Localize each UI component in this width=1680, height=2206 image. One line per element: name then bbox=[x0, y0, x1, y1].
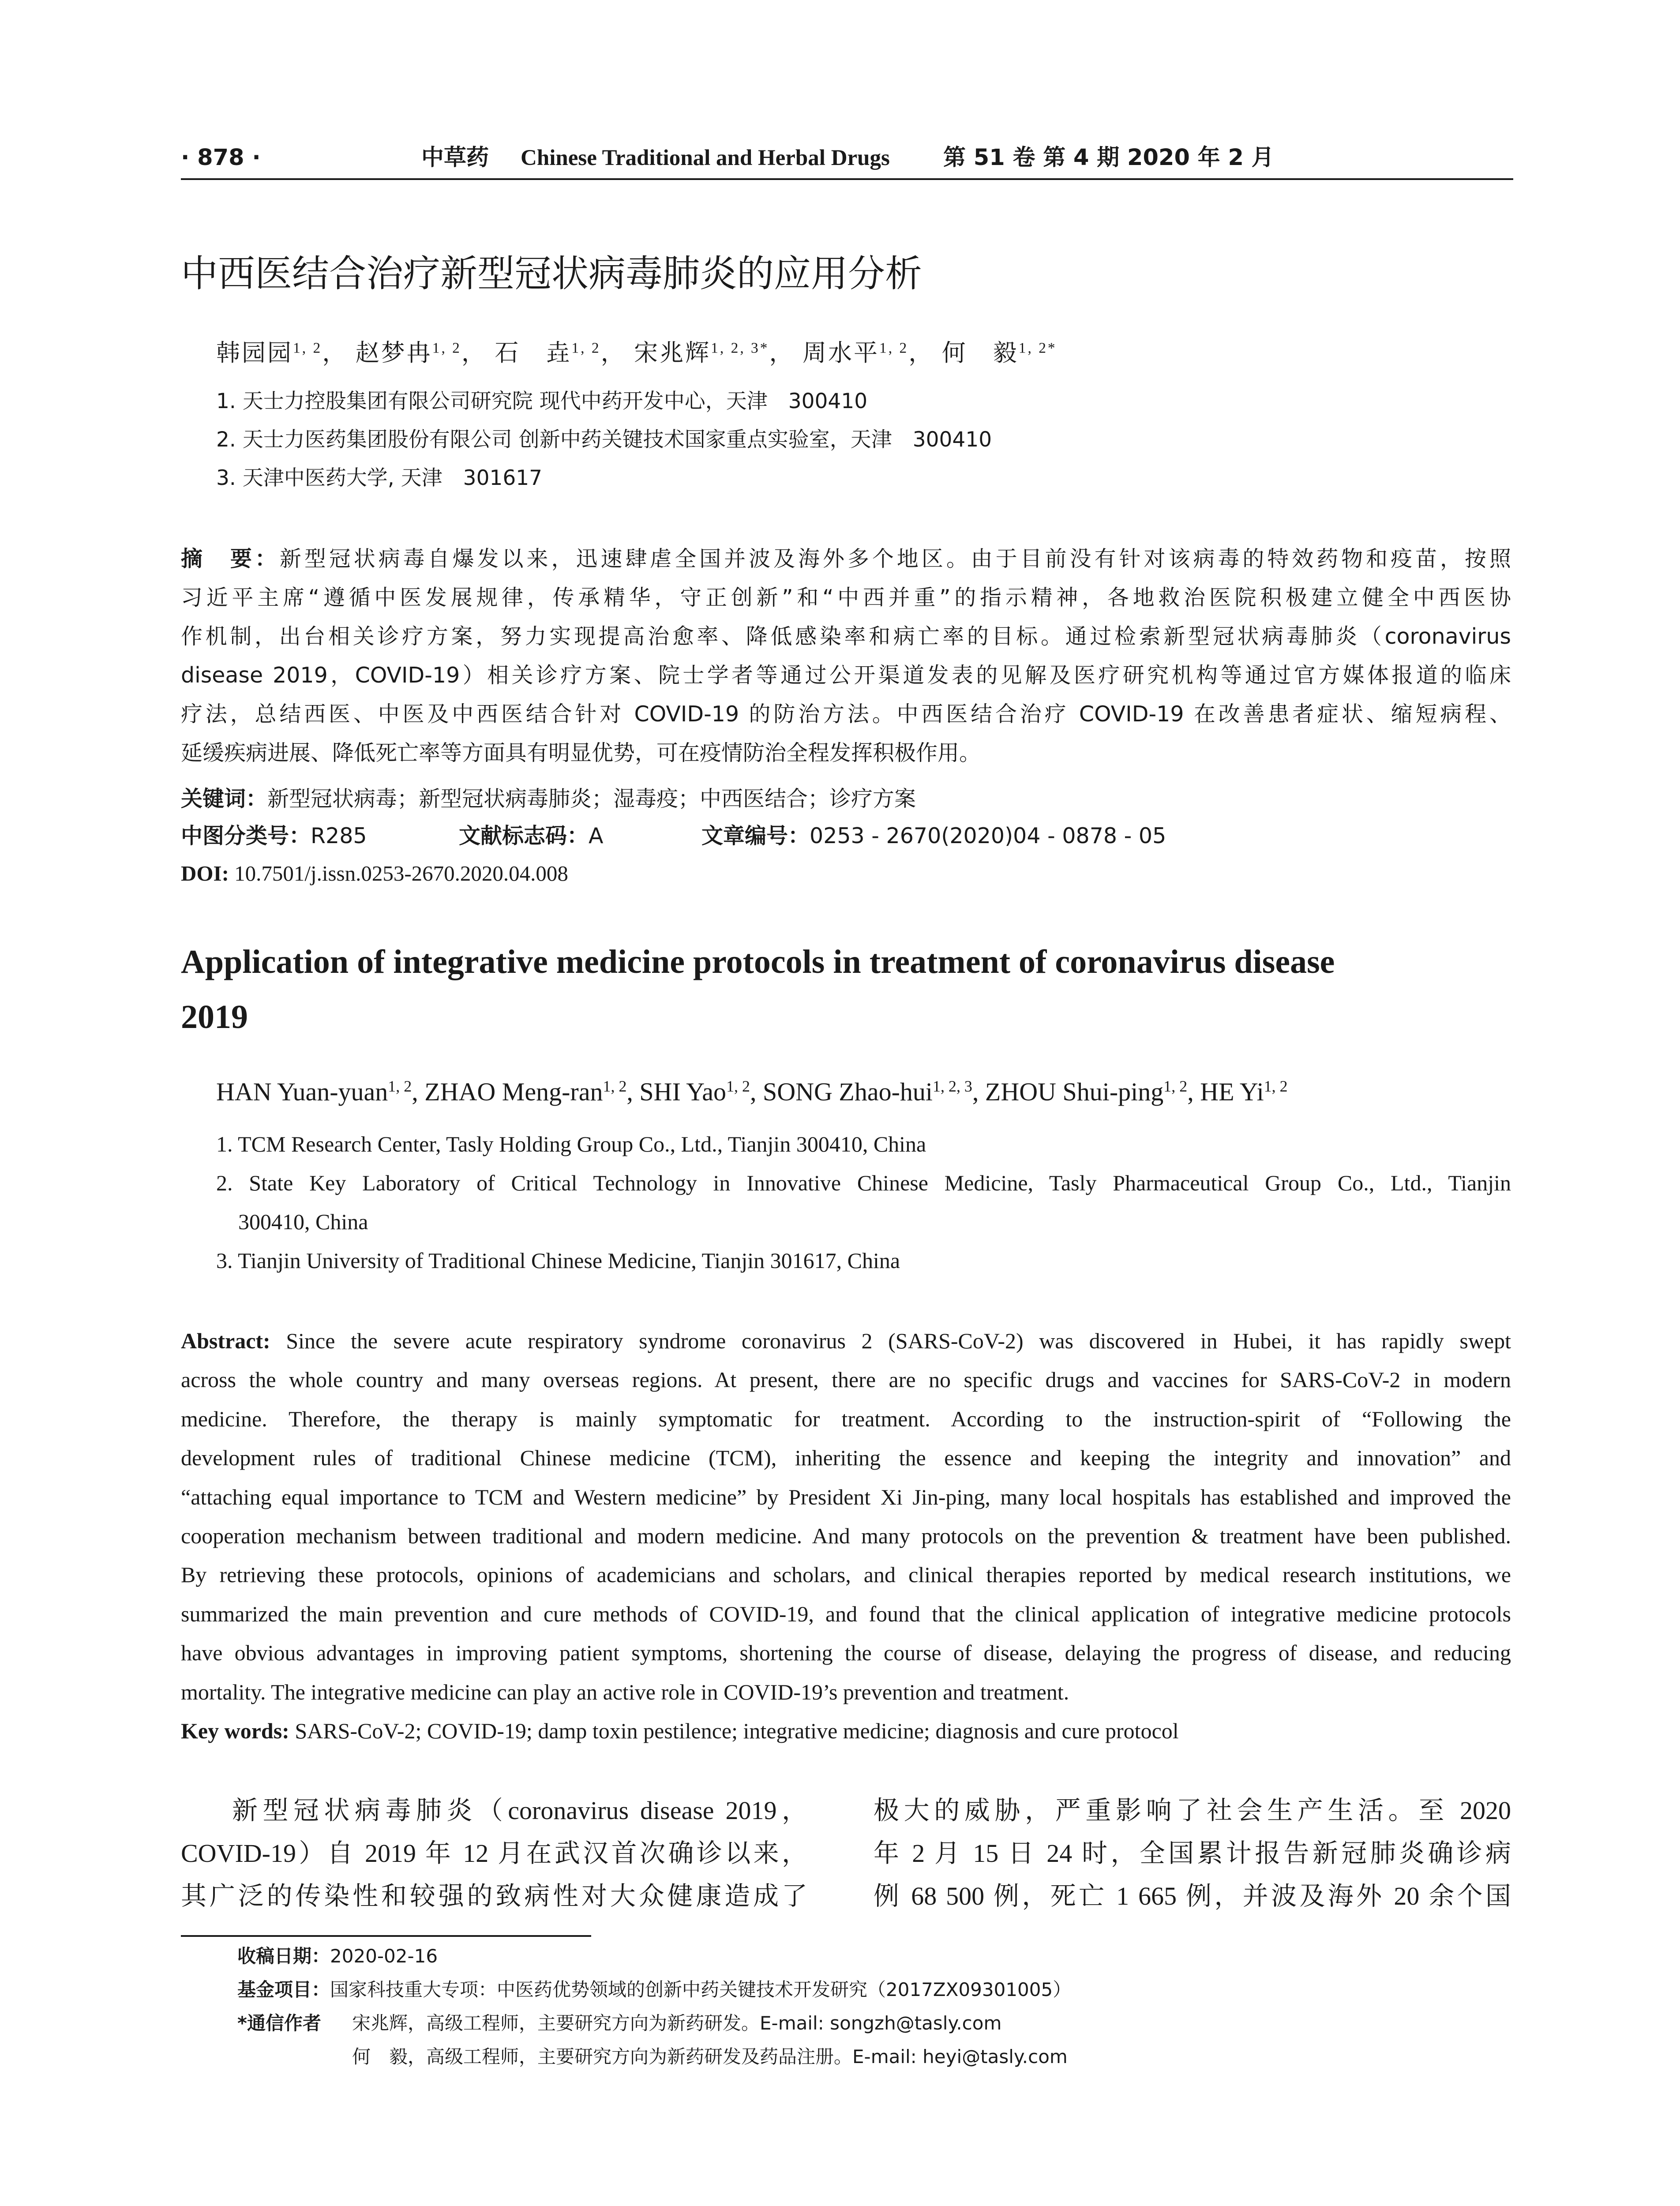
running-header bbox=[181, 140, 1513, 176]
footnote-rule bbox=[181, 1935, 591, 1937]
doi-value: 10.7501/j.issn.0253-2670.2020.04.008 bbox=[234, 861, 568, 885]
article-number: 文章编号：0253 - 2670(2020)04 - 0878 - 05 bbox=[701, 823, 1166, 848]
cn-affiliation: 2. 天士力医药集团股份有限公司 创新中药关键技术国家重点实验室，天津 300410 bbox=[216, 428, 992, 452]
journal-cn-logo: 中草药 bbox=[421, 145, 489, 171]
footnote-received: 收稿日期：2020-02-16 bbox=[237, 1945, 438, 1967]
cn-abstract-line: 摘 要：新型冠状病毒自爆发以来，迅速肆虐全国并波及海外多个地区。由于目前没有针对该病毒的特效药物和疫苗，按照 bbox=[181, 546, 1511, 571]
en-abstract-label: Abstract: bbox=[181, 1328, 270, 1353]
en-keywords bbox=[181, 1711, 1511, 1750]
en-abstract-line: Abstract: Since the severe acute respiratory syndrome coronavirus 2 (SARS-CoV-2) was discovered in Hubei, it has rapidly swept bbox=[181, 1328, 1511, 1353]
en-author: SONG Zhao-hui$^{1, 2, 3}$ bbox=[763, 1077, 972, 1106]
en-affiliation: 1. TCM Research Center, Tasly Holding Group Co., Ltd., Tianjin 300410, China bbox=[216, 1132, 926, 1156]
footnote-fund: 基金项目：国家科技重大专项：中医药优势领域的创新中药关键技术开发研究（2017ZX09301005） bbox=[237, 1979, 1072, 2000]
en-title-line: Application of integrative medicine protocols in treatment of coronavirus disease bbox=[181, 943, 1335, 980]
page-number: · 878 · bbox=[181, 145, 261, 171]
corr-label: *通信作者 bbox=[237, 2012, 321, 2034]
cn-author: 韩园园$^{1, 2}$ bbox=[216, 340, 322, 366]
en-affiliation: 3. Tianjin University of Traditional Chinese Medicine, Tianjin 301617, China bbox=[216, 1248, 900, 1273]
body-column-right bbox=[874, 1789, 1511, 1917]
en-abstract-line: By retrieving these protocols, opinions of academicians and scholars, and clinical therapies reported by medical research institutions, we bbox=[181, 1562, 1511, 1587]
en-abstract-line: cooperation mechanism between traditional and modern medicine. And many protocols on the prevention & treatment have been published. bbox=[181, 1523, 1511, 1549]
doi-label: DOI: bbox=[181, 861, 229, 885]
body-line: 极大的威胁，严重影响了社会生产生活。至 2020 bbox=[874, 1796, 1511, 1825]
corr-author-2: 何 毅，高级工程师，主要研究方向为新药研发及药品注册。E-mail: heyi@tasly.com bbox=[352, 2046, 1068, 2067]
en-keywords-label: Key words: bbox=[181, 1718, 289, 1744]
body-line: 年 2 月 15 日 24 时，全国累计报告新冠肺炎确诊病 bbox=[874, 1839, 1511, 1868]
clc-value: R285 bbox=[311, 823, 367, 848]
cn-abstract-line: 习近平主席“遵循中医发展规律，传承精华，守正创新”和“中西并重”的指示精神，各地救治医院积极建立健全中西医协 bbox=[181, 585, 1511, 610]
issue-info: 第 51 卷 第 4 期 2020 年 2 月 bbox=[943, 145, 1274, 171]
doc-code: 文献标志码：A bbox=[459, 823, 604, 848]
en-author: HAN Yuan-yuan$^{1, 2}$ bbox=[216, 1077, 412, 1106]
body-line: 例 68 500 例，死亡 1 665 例，并波及海外 20 余个国 bbox=[874, 1882, 1511, 1910]
en-author: HE Yi$^{1, 2}$ bbox=[1200, 1077, 1288, 1106]
doi bbox=[181, 856, 568, 891]
cn-title: 中西医结合治疗新型冠状病毒肺炎的应用分析 bbox=[181, 252, 922, 295]
en-abstract-line: summarized the main prevention and cure methods of COVID-19, and found that the clinical application of integrative medicine protocols bbox=[181, 1601, 1511, 1626]
en-abstract-line: “attaching equal importance to TCM and Western medicine” by President Xi Jin-ping, many local hospitals has established and improved the bbox=[181, 1484, 1511, 1509]
en-affiliation: 2. State Key Laboratory of Critical Technology in Innovative Chinese Medicine, Tasly Pharmaceutical Group Co., Ltd., Tianjin bbox=[216, 1171, 1511, 1195]
cn-affiliation: 3. 天津中医药大学, 天津 301617 bbox=[216, 466, 543, 490]
en-abstract-line: mortality. The integrative medicine can play an active role in COVID-19’s prevention and treatment. bbox=[181, 1679, 1069, 1704]
en-affiliation-cont: 300410, China bbox=[238, 1209, 368, 1234]
cn-abstract-line: 作机制，出台相关诊疗方案，努力实现提高治愈率、降低感染率和病亡率的目标。通过检索新型冠状病毒肺炎（coronavirus bbox=[181, 624, 1511, 649]
body-line: COVID-19）自 2019 年 12 月在武汉首次确诊以来， bbox=[181, 1839, 807, 1868]
corr-author-1: 宋兆辉，高级工程师，主要研究方向为新药研发。E-mail: songzh@tasly.com bbox=[352, 2012, 1002, 2034]
body-column-left bbox=[181, 1789, 807, 1917]
cn-author: 周水平$^{1, 2}$ bbox=[802, 340, 909, 366]
body-line: 新型冠状病毒肺炎（coronavirus disease 2019， bbox=[232, 1796, 807, 1825]
journal-en-name: Chinese Traditional and Herbal Drugs bbox=[521, 146, 890, 170]
cn-authors: 韩园园$^{1, 2}$， 赵梦冉$^{1, 2}$， 石 垚$^{1, 2}$， 宋兆辉$^{1, 2, 3*}$， 周水平$^{1, 2}$， 何 毅$^{1, 2*}$ bbox=[216, 340, 1057, 366]
cn-keywords-label: 关键词： bbox=[181, 786, 268, 811]
en-abstract-line: across the whole country and many overseas regions. At present, there are no specific drugs and vaccines for SARS-CoV-2 in modern bbox=[181, 1367, 1511, 1392]
en-abstract-line: have obvious advantages in improving patient symptoms, shortening the course of disease, delaying the progress of disease, and reducing bbox=[181, 1640, 1511, 1666]
en-abstract-line: development rules of traditional Chinese medicine (TCM), inheriting the essence and keeping the integrity and innovation” and bbox=[181, 1445, 1511, 1471]
cn-author: 何 毅$^{1, 2*}$ bbox=[941, 340, 1057, 366]
cn-affiliation: 1. 天士力控股集团有限公司研究院 现代中药开发中心，天津 300410 bbox=[216, 389, 868, 413]
en-author: ZHAO Meng-ran$^{1, 2}$ bbox=[424, 1077, 627, 1106]
cn-keywords-text: 新型冠状病毒；新型冠状病毒肺炎；湿毒疫；中西医结合；诊疗方案 bbox=[267, 786, 916, 811]
classification-line: 中图分类号：R285 bbox=[181, 823, 367, 848]
cn-abstract bbox=[181, 540, 1511, 773]
header-rule bbox=[181, 178, 1513, 180]
cn-author: 宋兆辉$^{1, 2, 3*}$ bbox=[634, 340, 769, 366]
en-title-line: 2019 bbox=[181, 998, 248, 1035]
en-abstract-line: medicine. Therefore, the therapy is mainly symptomatic for treatment. According to the instruction-spirit of “Following the bbox=[181, 1406, 1511, 1431]
cn-keywords bbox=[181, 781, 916, 817]
cn-abstract-line: 疗法，总结西医、中医及中西医结合针对 COVID-19 的防治方法。中西医结合治疗 COVID-19 在改善患者症状、缩短病程、 bbox=[181, 702, 1511, 727]
cn-abstract-line: 延缓疾病进展、降低死亡率等方面具有明显优势，可在疫情防治全程发挥积极作用。 bbox=[181, 740, 981, 765]
footnote-corresponding bbox=[237, 2007, 321, 2039]
body-line: 其广泛的传染性和较强的致病性对大众健康造成了 bbox=[181, 1882, 807, 1910]
cn-abstract-label: 摘 要： bbox=[181, 546, 280, 571]
cn-author: 赵梦冉$^{1, 2}$ bbox=[355, 340, 461, 366]
en-author: SHI Yao$^{1, 2}$ bbox=[639, 1077, 750, 1106]
cn-abstract-line: disease 2019，COVID-19）相关诊疗方案、院士学者等通过公开渠道发表的见解及医疗研究机构等通过官方媒体报道的临床 bbox=[181, 663, 1511, 688]
en-abstract bbox=[181, 1321, 1511, 1750]
en-keywords-text: SARS-CoV-2; COVID-19; damp toxin pestilence; integrative medicine; diagnosis and cure protocol bbox=[295, 1718, 1179, 1744]
cn-author: 石 垚$^{1, 2}$ bbox=[495, 340, 601, 366]
en-author: ZHOU Shui-ping$^{1, 2}$ bbox=[985, 1077, 1188, 1106]
en-authors: HAN Yuan-yuan$^{1, 2}$, ZHAO Meng-ran$^{1, 2}$, SHI Yao$^{1, 2}$, SONG Zhao-hui$^{1, 2, 3}$, ZHOU Shui-ping$^{1, 2}$, HE Yi$^{1, 2}$ bbox=[216, 1077, 1288, 1106]
